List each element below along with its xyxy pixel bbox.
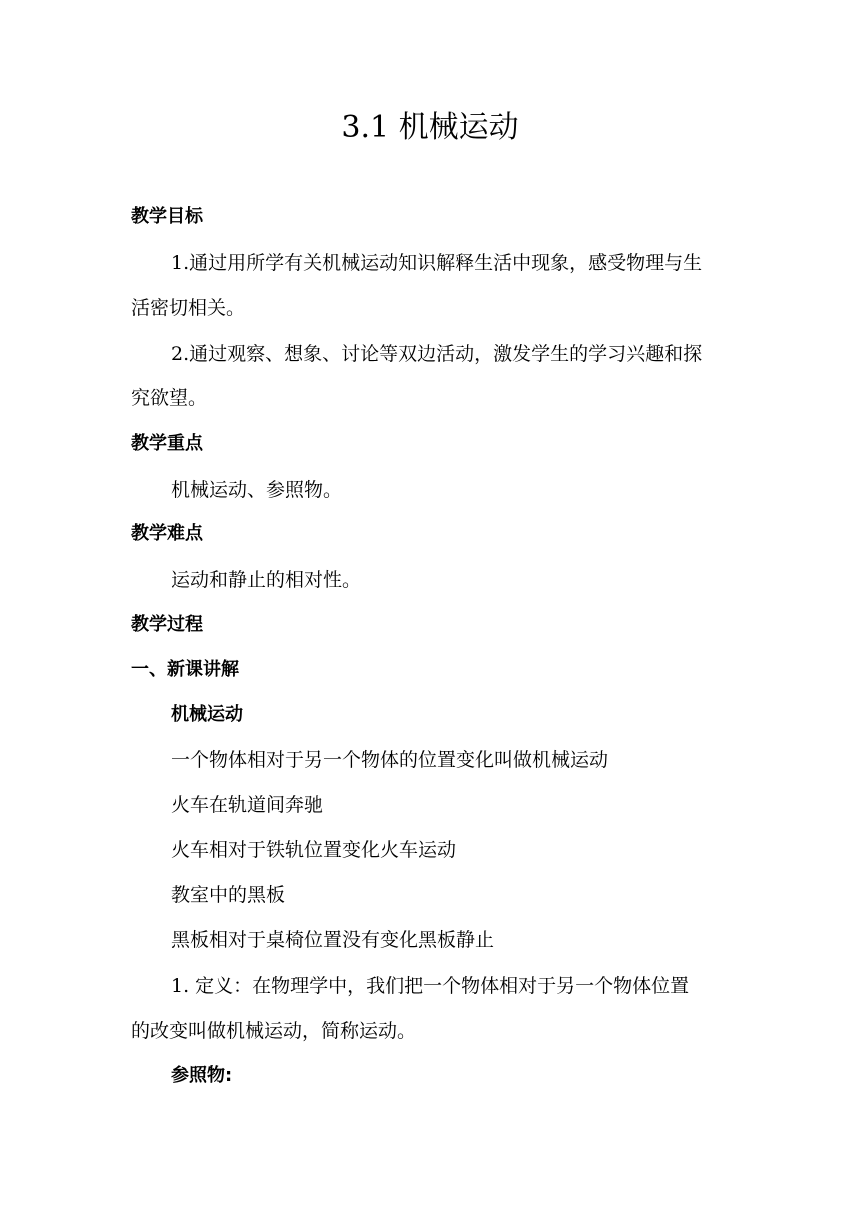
section-heading-process: 教学过程	[131, 614, 203, 635]
paragraph-line: 火车相对于铁轨位置变化火车运动	[171, 839, 457, 861]
paragraph-line: 机械运动、参照物。	[171, 479, 343, 501]
paragraph-line: 1. 定义：在物理学中，我们把一个物体相对于另一个物体位置	[171, 975, 690, 997]
paragraph-line: 1.通过用所学有关机械运动知识解释生活中现象，感受物理与生	[171, 252, 703, 274]
section-heading-difficulties: 教学难点	[131, 523, 203, 544]
section-heading-key-points: 教学重点	[131, 433, 203, 454]
section-heading-goals: 教学目标	[131, 206, 203, 227]
paragraph-line: 2.通过观察、想象、讨论等双边活动，激发学生的学习兴趣和探	[171, 343, 703, 365]
subheading-reference-object: 参照物:	[171, 1065, 233, 1086]
paragraph-line: 一个物体相对于另一个物体的位置变化叫做机械运动	[171, 749, 609, 771]
paragraph-line: 活密切相关。	[131, 297, 246, 319]
paragraph-line: 究欲望。	[131, 387, 208, 409]
paragraph-line: 的改变叫做机械运动，简称运动。	[131, 1020, 417, 1042]
subheading-mechanical-motion: 机械运动	[171, 704, 243, 725]
document-title: 3.1 机械运动	[341, 110, 519, 145]
paragraph-line: 火车在轨道间奔驰	[171, 794, 324, 816]
paragraph-line: 运动和静止的相对性。	[171, 569, 362, 591]
section-heading-new-lesson: 一、新课讲解	[131, 659, 239, 680]
paragraph-line: 黑板相对于桌椅位置没有变化黑板静止	[171, 929, 495, 951]
paragraph-line: 教室中的黑板	[171, 884, 286, 906]
